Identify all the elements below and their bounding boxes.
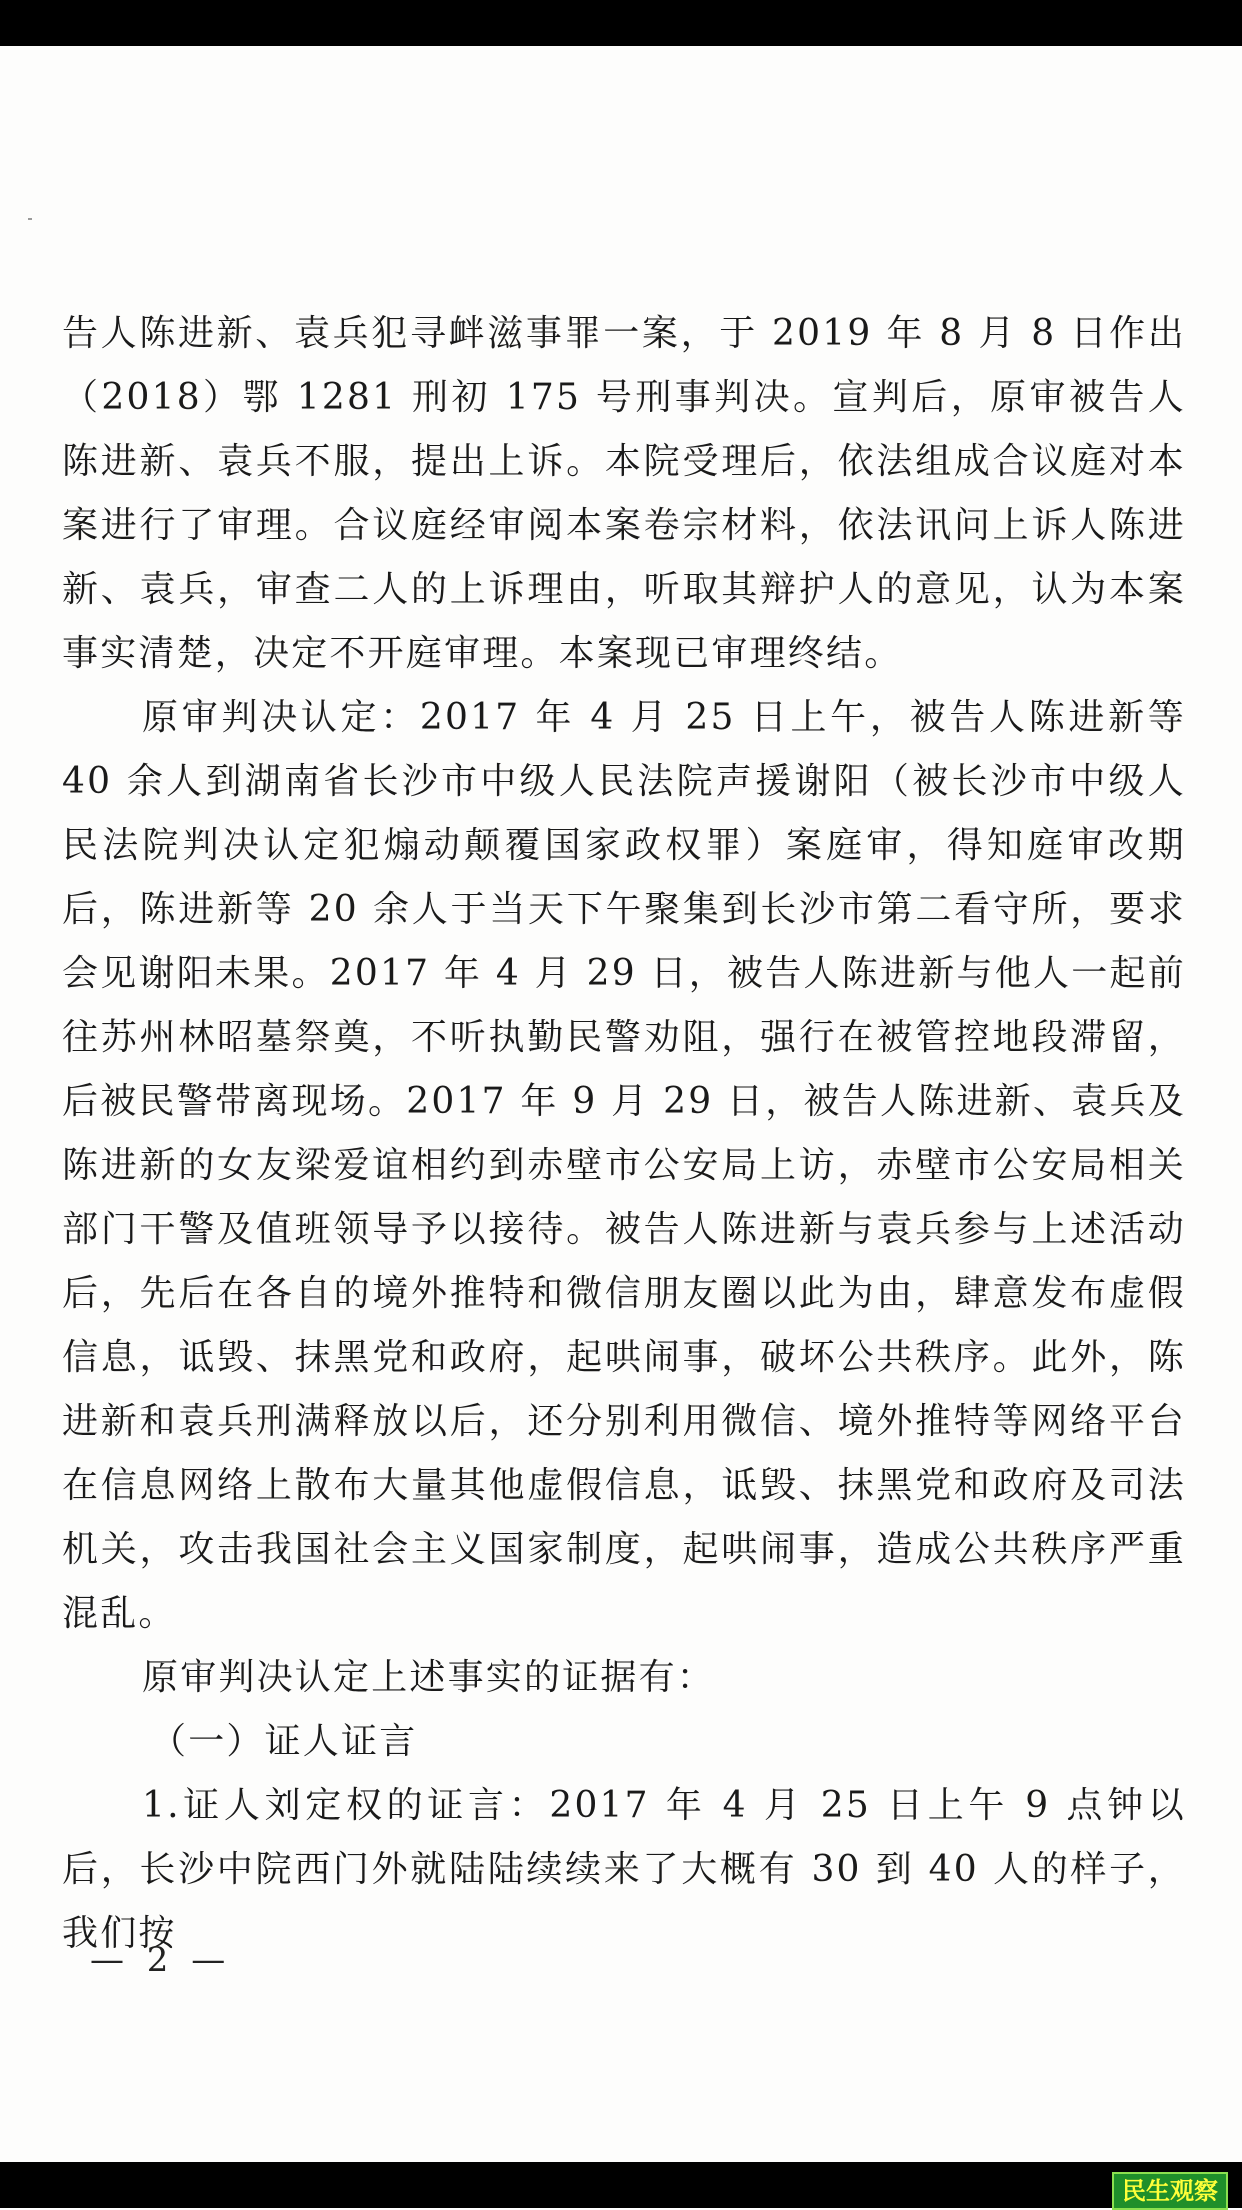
paragraph-witness-1: 1.证人刘定权的证言：2017 年 4 月 25 日上午 9 点钟以后，长沙中院西门外就陆陆续续来了大概有 30 到 40 人的样子，我们按 — [62, 1785, 1186, 1954]
bottom-black-bar — [0, 2162, 1242, 2208]
scan-speck — [28, 218, 32, 220]
section-heading-witness-testimony: （一）证人证言 — [150, 1721, 418, 1762]
document-body — [62, 302, 1186, 1966]
watermark-logo: 民生观察 — [1112, 2172, 1228, 2210]
paragraph-original-judgment: 原审判决认定：2017 年 4 月 25 日上午，被告人陈进新等 40 余人到湖南省长沙市中级人民法院声援谢阳（被长沙市中级人民法院判决认定犯煽动颠覆国家政权罪）案庭审，得知庭审改期后，陈进新等 20 余人于当天下午聚集到长沙市第二看守所，要求会见谢阳未果。2017 年 4 月 29 日，被告人陈进新与他人一起前往苏州林昭墓祭奠，不听执勤民警劝阻，强行在被管控地段滞留，后被民警带离现场。2017 年 9 月 29 日，被告人陈进新、袁兵及陈进新的女友梁爱谊相约到赤壁市公安局上访，赤壁市公安局相关部门干警及值班领导予以接待。被告人陈进新与袁兵参与上述活动后，先后在各自的境外推特和微信朋友圈以此为由，肆意发布虚假信息，诋毁、抹黑党和政府，起哄闹事，破坏公共秩序。此外，陈进新和袁兵刑满释放以后，还分别利用微信、境外推特等网络平台在信息网络上散布大量其他虚假信息，诋毁、抹黑党和政府及司法机关，攻击我国社会主义国家制度，起哄闹事，造成公共秩序严重混乱。 — [62, 697, 1186, 1634]
page-number: — 2 — — [90, 1940, 232, 1980]
paragraph-continuation: 告人陈进新、袁兵犯寻衅滋事罪一案，于 2019 年 8 月 8 日作出（2018）鄂 1281 刑初 175 号刑事判决。宣判后，原审被告人陈进新、袁兵不服，提出上诉。本院受理后，依法组成合议庭对本案进行了审理。合议庭经审阅本案卷宗材料，依法讯问上诉人陈进新、袁兵，审查二人的上诉理由，听取其辩护人的意见，认为本案事实清楚，决定不开庭审理。本案现已审理终结。 — [62, 313, 1186, 674]
top-black-bar — [0, 0, 1242, 46]
paragraph-evidence-intro: 原审判决认定上述事实的证据有： — [142, 1657, 716, 1698]
